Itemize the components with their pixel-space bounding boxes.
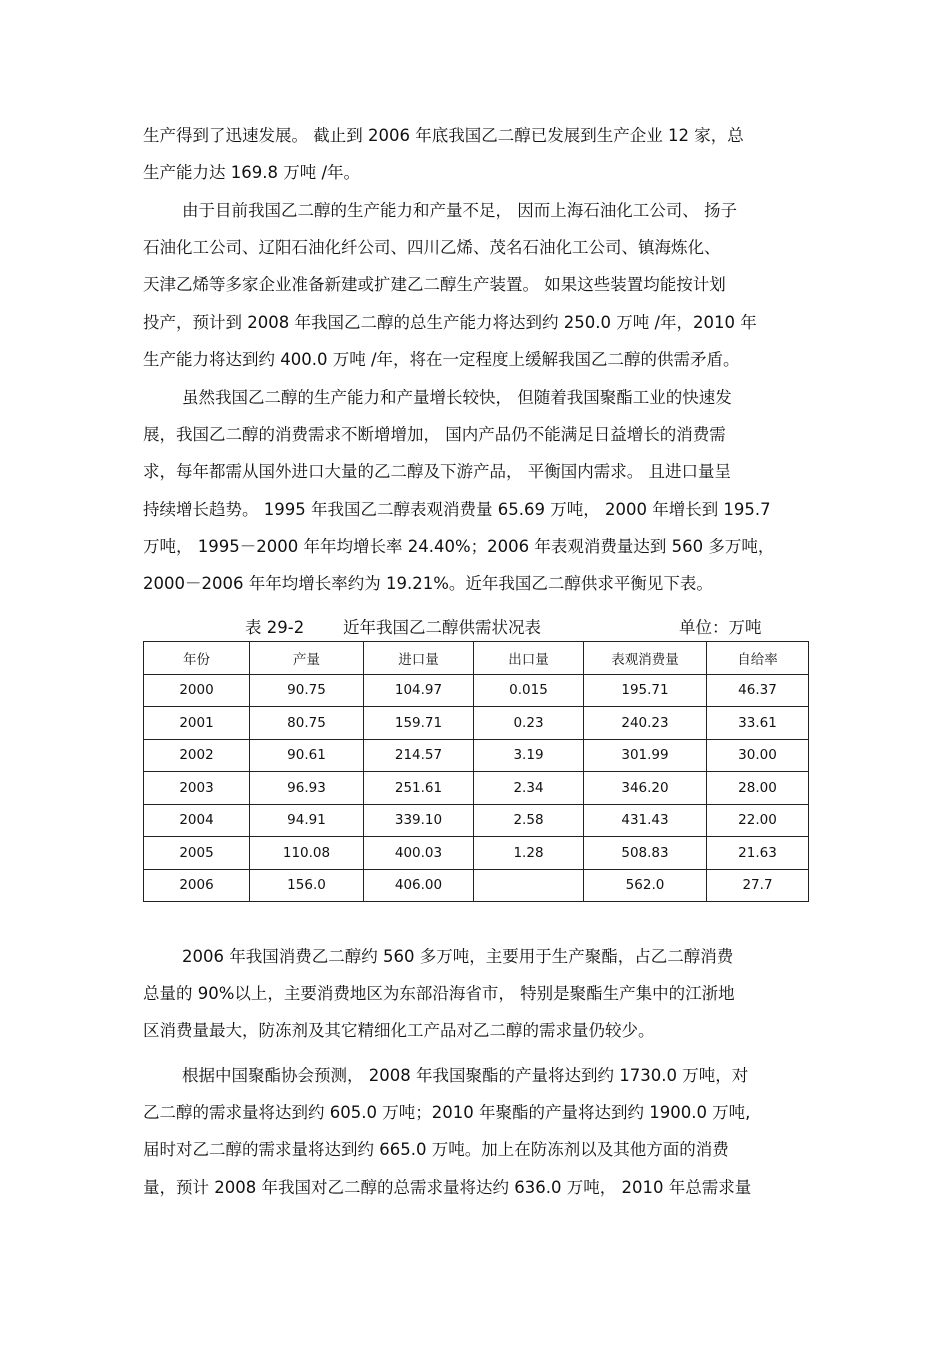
table-row	[144, 739, 809, 772]
export-cell: 0.015	[474, 674, 584, 707]
self-sufficiency-cell: 22.00	[707, 804, 809, 837]
import-cell: 406.00	[364, 869, 474, 902]
text-line: 天津乙烯等多家企业准备新建或扩建乙二醇生产装置。 如果这些装置均能按计划	[143, 275, 726, 295]
export-cell: 2.58	[474, 804, 584, 837]
self-sufficiency-cell: 33.61	[707, 707, 809, 740]
import-cell: 400.03	[364, 837, 474, 870]
self-sufficiency-cell: 27.7	[707, 869, 809, 902]
table-row	[144, 674, 809, 707]
output-cell: 80.75	[250, 707, 364, 740]
header-self-sufficiency: 自给率	[707, 642, 809, 675]
self-sufficiency-cell: 28.00	[707, 772, 809, 805]
output-cell: 90.61	[250, 739, 364, 772]
year-cell: 2004	[144, 804, 250, 837]
text-line: 根据中国聚酯协会预测， 2008 年我国聚酯的产量将达到约 1730.0 万吨，对	[182, 1066, 749, 1085]
import-cell: 251.61	[364, 772, 474, 805]
header-consumption: 表观消费量	[584, 642, 707, 675]
consumption-cell: 240.23	[584, 707, 707, 740]
text-line: 投产，预计到 2008 年我国乙二醇的总生产能力将达到约 250.0 万吨 /年，2010 年	[143, 312, 757, 332]
table-row	[144, 707, 809, 740]
output-cell: 110.08	[250, 837, 364, 870]
text-line: 生产能力将达到约 400.0 万吨 /年，将在一定程度上缓解我国乙二醇的供需矛盾。	[143, 349, 740, 369]
text-line: 万吨， 1995－2000 年年均增长率 24.40%；2006 年表观消费量达到 560 多万吨，	[143, 536, 775, 556]
output-cell: 90.75	[250, 674, 364, 707]
consumption-cell: 508.83	[584, 837, 707, 870]
text-line: 虽然我国乙二醇的生产能力和产量增长较快， 但随着我国聚酯工业的快速发	[182, 388, 732, 407]
header-export: 出口量	[474, 642, 584, 675]
text-line: 求，每年都需从国外进口大量的乙二醇及下游产品， 平衡国内需求。 且进口量呈	[143, 462, 731, 482]
import-cell: 104.97	[364, 674, 474, 707]
year-cell: 2006	[144, 869, 250, 902]
text-line: 量，预计 2008 年我国对乙二醇的总需求量将达约 636.0 万吨， 2010 年总需求量	[143, 1177, 752, 1197]
table-row	[144, 804, 809, 837]
output-cell: 94.91	[250, 804, 364, 837]
text-line: 持续增长趋势。 1995 年我国乙二醇表观消费量 65.69 万吨， 2000 年增长到 195.7	[143, 499, 771, 519]
text-line: 2006 年我国消费乙二醇约 560 多万吨，主要用于生产聚酯，占乙二醇消费	[182, 947, 734, 966]
text-line: 生产得到了迅速发展。 截止到 2006 年底我国乙二醇已发展到生产企业 12 家，总	[143, 126, 744, 145]
export-cell	[474, 869, 584, 902]
year-cell: 2003	[144, 772, 250, 805]
export-cell: 3.19	[474, 739, 584, 772]
text-line: 总量的 90%以上，主要消费地区为东部沿海省市， 特别是聚酯生产集中的江浙地	[143, 984, 735, 1004]
table-row	[144, 772, 809, 805]
import-cell: 339.10	[364, 804, 474, 837]
text-line: 2000－2006 年年均增长率约为 19.21%。近年我国乙二醇供求平衡见下表。	[143, 574, 713, 593]
import-cell: 214.57	[364, 739, 474, 772]
consumption-cell: 431.43	[584, 804, 707, 837]
table-row	[144, 837, 809, 870]
text-line: 区消费量最大，防冻剂及其它精细化工产品对乙二醇的需求量仍较少。	[143, 1021, 655, 1041]
self-sufficiency-cell: 30.00	[707, 739, 809, 772]
export-cell: 1.28	[474, 837, 584, 870]
text-line: 由于目前我国乙二醇的生产能力和产量不足， 因而上海石油化工公司、 扬子	[182, 201, 737, 220]
year-cell: 2005	[144, 837, 250, 870]
export-cell: 2.34	[474, 772, 584, 805]
header-output: 产量	[250, 642, 364, 675]
year-cell: 2001	[144, 707, 250, 740]
year-cell: 2000	[144, 674, 250, 707]
text-line: 展，我国乙二醇的消费需求不断增增加， 国内产品仍不能满足日益增长的消费需	[143, 425, 726, 445]
text-line: 乙二醇的需求量将达到约 605.0 万吨；2010 年聚酯的产量将达到约 1900.0 万吨,	[143, 1103, 751, 1123]
table-number: 表 29-2	[245, 618, 305, 637]
header-import: 进口量	[364, 642, 474, 675]
table-caption	[0, 617, 950, 639]
text-line: 届时对乙二醇的需求量将达到约 665.0 万吨。加上在防冻剂以及其他方面的消费	[143, 1140, 729, 1160]
year-cell: 2002	[144, 739, 250, 772]
consumption-cell: 195.71	[584, 674, 707, 707]
table-title: 近年我国乙二醇供需状况表	[343, 618, 541, 637]
table-row	[144, 869, 809, 902]
output-cell: 96.93	[250, 772, 364, 805]
table-header-row	[144, 642, 809, 675]
consumption-cell: 346.20	[584, 772, 707, 805]
header-year: 年份	[144, 642, 250, 675]
table-unit: 单位：万吨	[679, 618, 762, 637]
text-line: 石油化工公司、辽阳石油化纤公司、四川乙烯、茂名石油化工公司、镇海炼化、	[143, 238, 721, 258]
consumption-cell: 562.0	[584, 869, 707, 902]
text-line: 生产能力达 169.8 万吨 /年。	[143, 163, 361, 183]
self-sufficiency-cell: 21.63	[707, 837, 809, 870]
output-cell: 156.0	[250, 869, 364, 902]
self-sufficiency-cell: 46.37	[707, 674, 809, 707]
import-cell: 159.71	[364, 707, 474, 740]
consumption-cell: 301.99	[584, 739, 707, 772]
supply-demand-table	[143, 641, 809, 902]
export-cell: 0.23	[474, 707, 584, 740]
